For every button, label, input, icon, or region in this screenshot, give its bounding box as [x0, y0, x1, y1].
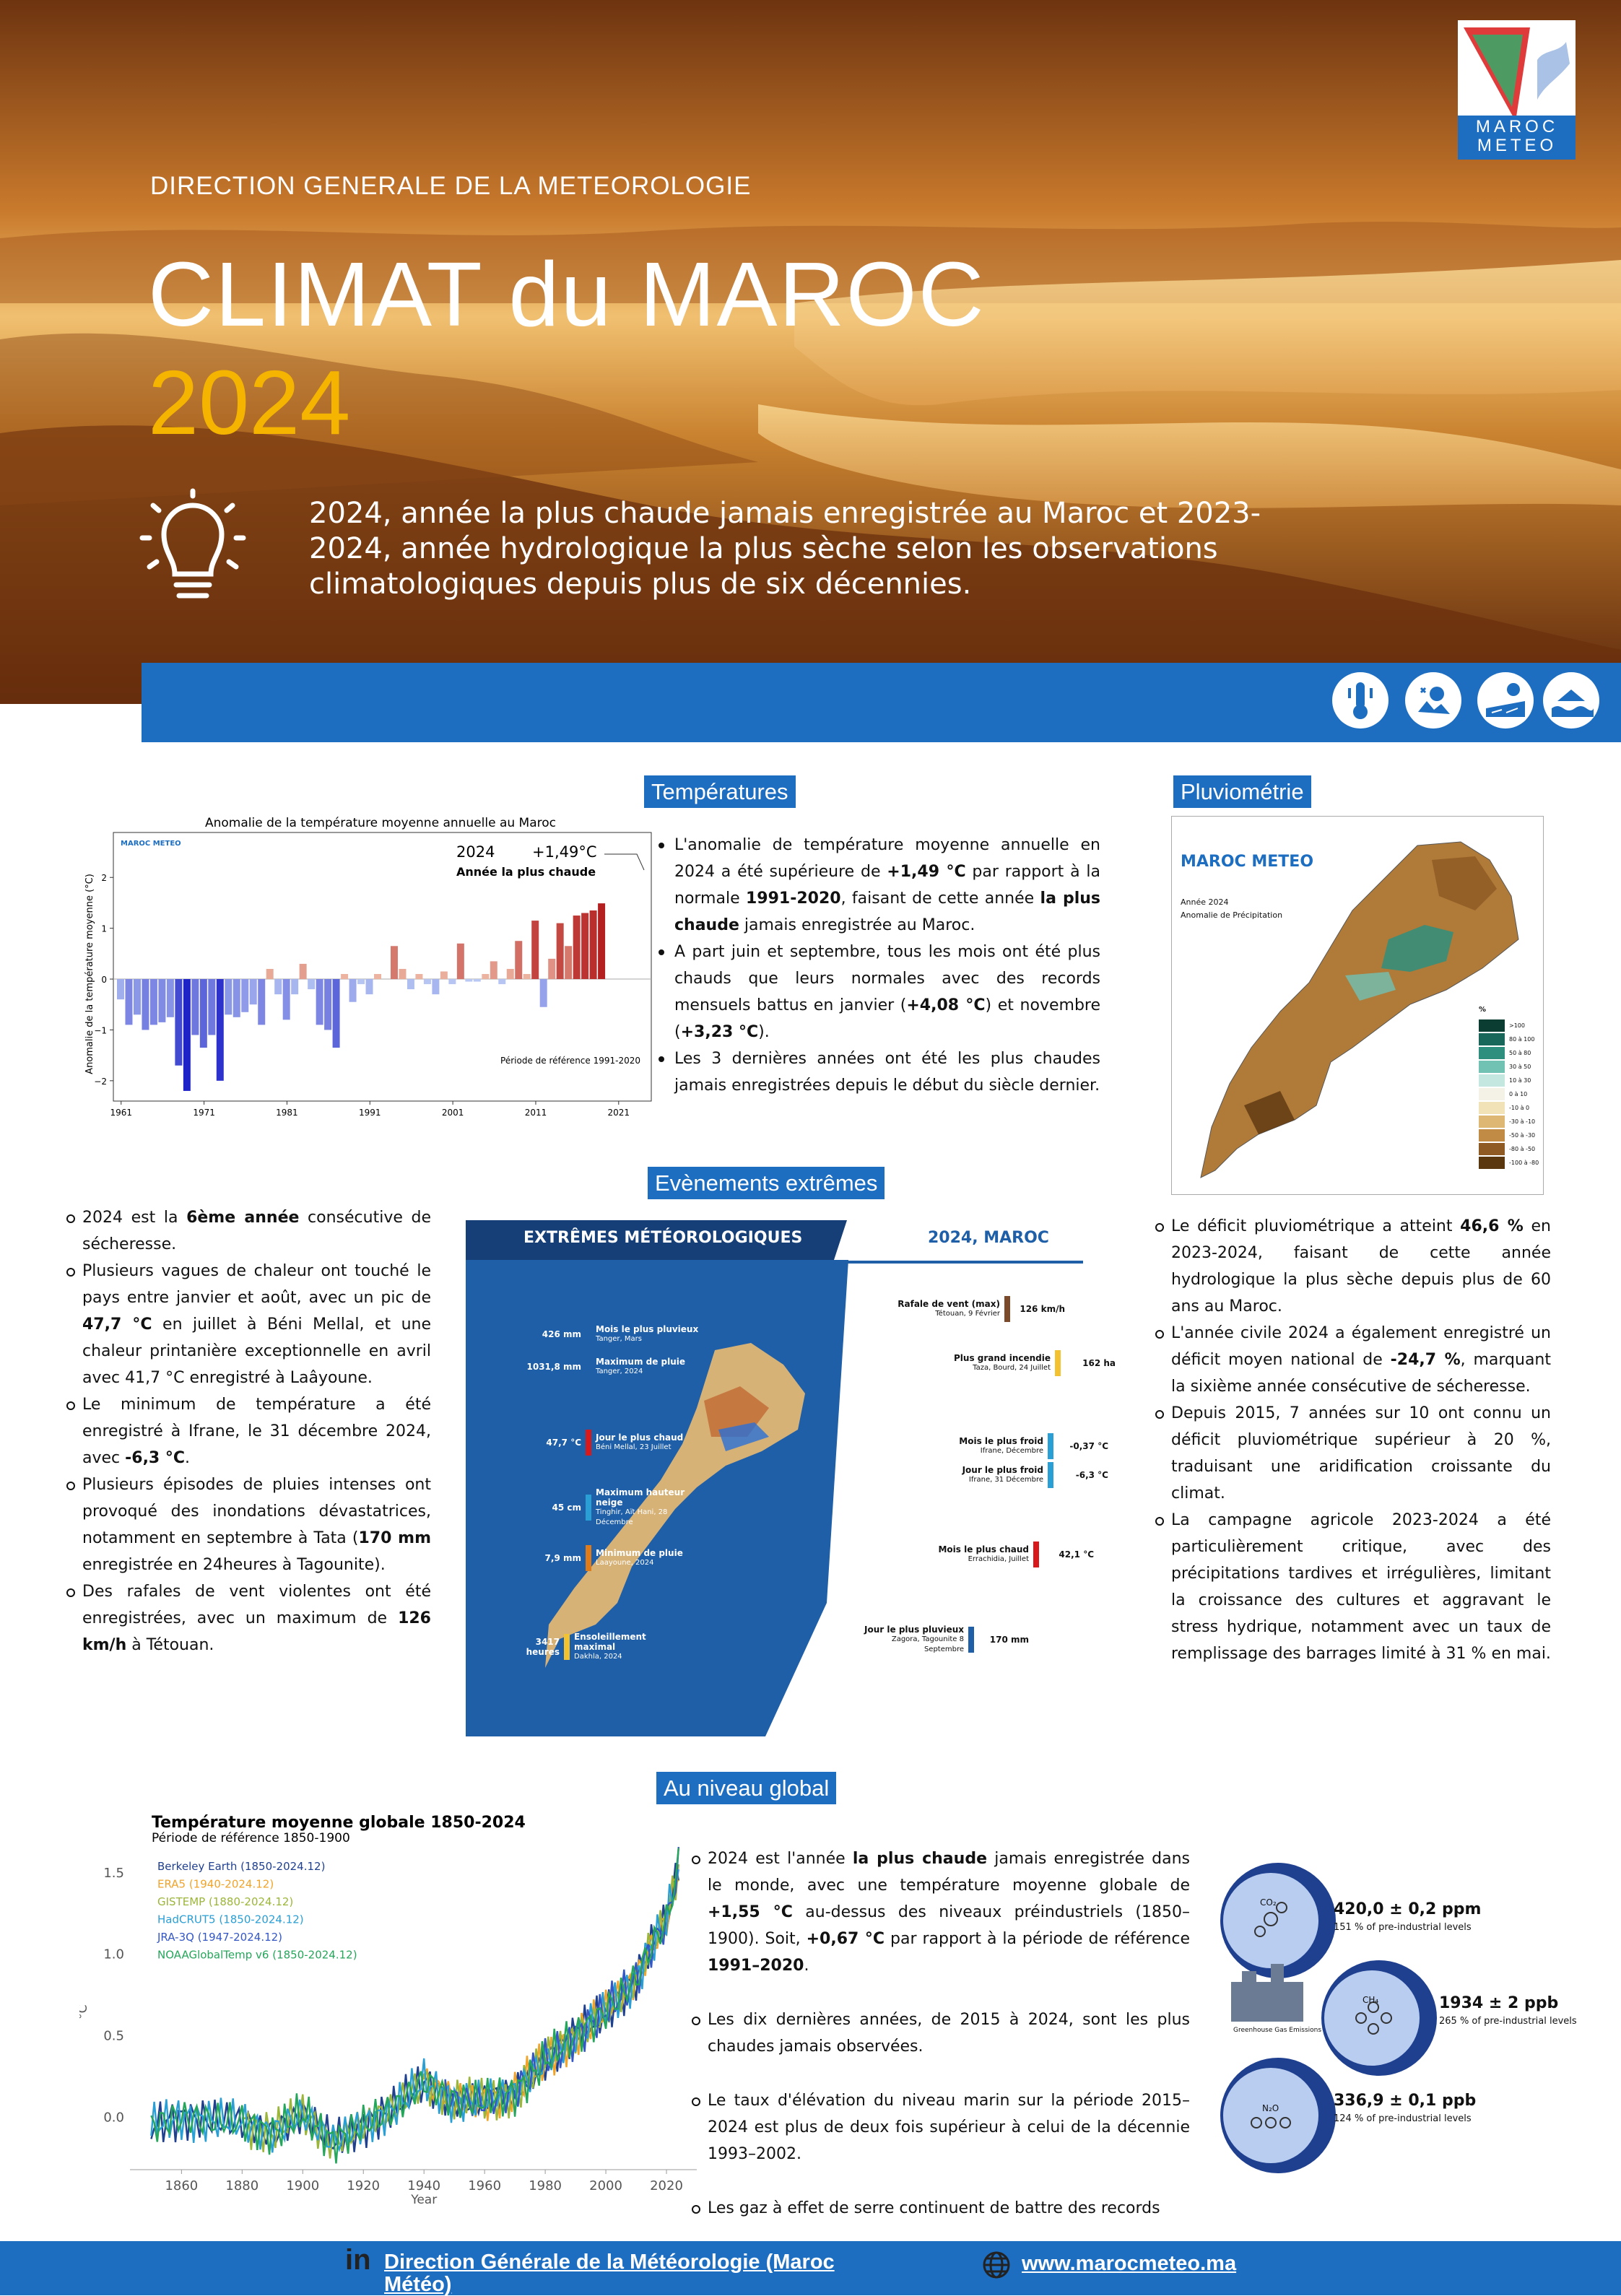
- global-bullet: Les dix dernières années, de 2015 à 2024, sont les plus chaudes jamais observées.: [692, 2006, 1190, 2060]
- globe-icon[interactable]: [982, 2251, 1011, 2279]
- extreme-sub: Taza, Bourd, 24 Juillet: [973, 1364, 1051, 1372]
- temperatures-text: [659, 832, 1100, 1099]
- pluviometrie-bullet: Depuis 2015, 7 années sur 10 ont connu un déficit pluviométrique supérieur à 20 %, traduisant une aridification croissante du climat.: [1155, 1400, 1551, 1507]
- y-tick-label: 0: [101, 975, 107, 986]
- anomaly-bar: [374, 974, 381, 979]
- anomaly-bar: [573, 916, 581, 979]
- anomaly-bar: [217, 979, 224, 1081]
- badge-note: Année la plus chaude: [456, 865, 596, 879]
- section-title-global: Au niveau global: [656, 1772, 836, 1804]
- anomaly-bar: [308, 979, 315, 989]
- maroc-meteo-logo[interactable]: [1458, 20, 1576, 160]
- legend-entry: HadCRUT5 (1850-2024.12): [157, 1913, 304, 1926]
- extreme-sub: Laayoune, 2024: [596, 1559, 654, 1567]
- anomaly-bar: [291, 979, 298, 994]
- legend-swatch: [1479, 1102, 1505, 1114]
- logo-line-1: MAROC: [1475, 117, 1559, 136]
- y-tick-label: −1: [94, 1025, 107, 1036]
- extreme-callout: [523, 1545, 704, 1571]
- x-tick-label: 1961: [110, 1108, 133, 1116]
- extreme-value: 42,1 °C: [1059, 1549, 1094, 1560]
- website-link[interactable]: www.marocmeteo.ma: [1022, 2252, 1237, 2275]
- legend-label: 80 à 100: [1509, 1036, 1535, 1043]
- ghg-co2-value: 420,0 ± 0,2 ppm: [1334, 1900, 1482, 1918]
- map-subtitle-1: Année 2024: [1181, 897, 1229, 907]
- pluviometrie-text: [1155, 1213, 1551, 1667]
- series-line: [446, 1847, 679, 2118]
- extreme-bullet: Le minimum de température a été enregistré à Ifrane, le 31 décembre 2024, avec -6,3 °C.: [66, 1391, 431, 1471]
- x-tick-label: 1960: [468, 2178, 502, 2193]
- y-tick-label: 1: [101, 923, 107, 934]
- extreme-sub: Béni Mellal, 23 Juillet: [596, 1443, 672, 1451]
- organization-name: DIRECTION GENERALE DE LA METEOROLOGIE: [150, 172, 752, 200]
- extreme-sub: Tanger, Mars: [596, 1335, 642, 1343]
- extremes-infographic: [466, 1220, 1116, 1736]
- legend-label: 30 à 50: [1509, 1064, 1531, 1070]
- extreme-color-bar: [586, 1430, 591, 1456]
- legend-item: [1479, 1019, 1539, 1032]
- global-bullet: Le taux d'élévation du niveau marin sur la période 2015–2024 est plus de deux fois supérieur à celui de la décennie 1993–2002.: [692, 2087, 1190, 2167]
- anomaly-bar: [581, 913, 588, 980]
- extreme-label: Jour le plus froid: [962, 1465, 1043, 1475]
- y-tick-label: 0.0: [103, 2110, 124, 2126]
- chart-brand: MAROC METEO: [121, 840, 181, 848]
- x-tick-label: 1991: [359, 1108, 381, 1116]
- headline-text: 2024, année la plus chaude jamais enregistrée au Maroc et 2023-2024, année hydrologique la plus sèche selon les observations climatologiques depuis plus de six décennies.: [309, 497, 1261, 601]
- anomaly-bar: [200, 979, 207, 1048]
- extreme-label: Maximum hauteur neige: [596, 1487, 685, 1508]
- extreme-callout: [523, 1487, 704, 1528]
- anomaly-bar: [258, 979, 265, 1025]
- page-year: 2024: [148, 352, 351, 453]
- anomaly-bar: [415, 974, 422, 979]
- section-title-pluviometrie: Pluviométrie: [1173, 775, 1311, 808]
- extreme-sub: Dakhla, 2024: [574, 1653, 622, 1661]
- extreme-callout: [502, 1632, 682, 1662]
- anomaly-bar: [167, 979, 174, 1017]
- extreme-label: Jour le plus pluvieux: [864, 1625, 964, 1635]
- legend-label: 10 à 30: [1509, 1077, 1531, 1084]
- anomaly-bar: [474, 979, 481, 982]
- legend-label: -30 à -10: [1509, 1118, 1536, 1125]
- anomaly-bar: [557, 923, 564, 979]
- anomaly-bar: [498, 979, 505, 984]
- x-tick-label: 1880: [225, 2178, 259, 2193]
- global-chart-subtitle: Période de référence 1850-1900: [152, 1831, 350, 1845]
- extreme-bullet: 2024 est la 6ème année consécutive de sécheresse.: [66, 1204, 431, 1258]
- ghg-co2-note: 151 % of pre-industrial levels: [1334, 1922, 1472, 1933]
- highlight-year-label: [81, 812, 103, 814]
- ghg-ch4-formula: CH₄: [1363, 1995, 1379, 2005]
- anomaly-bar: [341, 974, 348, 979]
- extreme-value: 170 mm: [989, 1635, 1029, 1645]
- ghg-co2-formula: CO₂: [1260, 1897, 1277, 1908]
- global-chart-title: Température moyenne globale 1850-2024: [152, 1814, 526, 1832]
- anomaly-bar: [158, 979, 165, 1022]
- extreme-callout: [921, 1541, 1094, 1567]
- x-tick-label: 1920: [347, 2178, 381, 2193]
- pluviometrie-bullet: L'année civile 2024 a également enregistré un déficit moyen national de -24,7 %, marquant la sixième année consécutive de sécheresse.: [1155, 1320, 1551, 1400]
- extreme-value: 45 cm: [552, 1503, 581, 1513]
- extreme-label: Jour le plus chaud: [596, 1432, 684, 1443]
- anomaly-bar: [117, 979, 124, 999]
- badge-value: +1,49°C: [532, 843, 597, 861]
- legend-item: [1479, 1060, 1539, 1074]
- anomaly-bar: [440, 971, 448, 979]
- legend-swatch: [1479, 1157, 1505, 1169]
- legend-entry: NOAAGlobalTemp v6 (1850-2024.12): [157, 1948, 357, 1962]
- x-tick-label: 1980: [529, 2178, 562, 2193]
- legend-item: [1479, 1074, 1539, 1087]
- extreme-callout: [523, 1321, 704, 1347]
- anomaly-bar: [465, 979, 472, 982]
- extremes-text: [66, 1204, 431, 1658]
- legend-swatch: [1479, 1061, 1505, 1073]
- extreme-value: -6,3 °C: [1075, 1470, 1108, 1480]
- anomaly-bar: [565, 946, 572, 979]
- anomaly-bar: [448, 979, 456, 984]
- anomaly-bar: [424, 979, 431, 984]
- y-axis-label: Anomalie de la température moyenne (°C): [84, 874, 95, 1074]
- linkedin-link[interactable]: Direction Générale de la Météorologie (Maroc Météo): [384, 2251, 835, 2296]
- extreme-label: Mois le plus pluvieux: [596, 1324, 699, 1334]
- anomaly-bar: [283, 979, 290, 1019]
- map-subtitle-2: Anomalie de Précipitation: [1181, 910, 1283, 920]
- extreme-sub: Ifrane, Décembre: [980, 1447, 1043, 1455]
- extreme-label: Ensoleillement maximal: [574, 1632, 646, 1652]
- anomaly-bar: [150, 979, 157, 1025]
- flood-icon[interactable]: [1543, 672, 1599, 729]
- legend-item: [1479, 1087, 1539, 1101]
- legend-title: %: [1479, 1006, 1487, 1014]
- anomaly-bar: [183, 979, 191, 1091]
- anomaly-bar: [457, 944, 464, 979]
- legend-label: 50 à 80: [1509, 1050, 1531, 1056]
- section-title-temperatures: Températures: [644, 775, 796, 808]
- anomaly-bar: [540, 979, 547, 1007]
- page-title: CLIMAT du MAROC: [148, 243, 986, 345]
- extreme-color-bar: [1048, 1433, 1053, 1459]
- anomaly-bar: [333, 979, 340, 1048]
- anomaly-bar: [590, 910, 597, 979]
- anomaly-bar: [142, 979, 149, 1030]
- extreme-label: Mois le plus chaud: [938, 1544, 1029, 1554]
- extreme-value: 7,9 mm: [544, 1553, 581, 1563]
- legend-swatch: [1479, 1074, 1505, 1087]
- anomaly-bar: [548, 959, 555, 979]
- extreme-color-bar: [586, 1321, 591, 1347]
- legend-item: [1479, 1115, 1539, 1129]
- extreme-value: 162 ha: [1082, 1358, 1116, 1368]
- reference-period-note: Période de référence 1991-2020: [500, 1056, 640, 1066]
- extreme-color-bar: [586, 1495, 591, 1521]
- x-tick-label: 1981: [276, 1108, 298, 1116]
- extreme-value: 126 km/h: [1020, 1304, 1065, 1314]
- greenhouse-gas-panel: [1213, 1856, 1589, 2195]
- legend-entry: JRA-3Q (1947-2024.12): [157, 1931, 283, 1944]
- extreme-sub: Tanger, 2024: [596, 1367, 643, 1375]
- infographic-left-title: EXTRÊMES MÉTÉOROLOGIQUES: [523, 1229, 803, 1247]
- legend-item: [1479, 1142, 1539, 1156]
- hero-banner: [0, 0, 1621, 704]
- lightbulb-icon: [139, 487, 247, 614]
- extreme-callout: [942, 1350, 1116, 1376]
- legend-item: [1479, 1046, 1539, 1060]
- legend-swatch: [1479, 1019, 1505, 1032]
- x-tick-label: 2011: [524, 1108, 547, 1116]
- anomaly-bar: [250, 979, 257, 1004]
- temperature-bullet: Les 3 dernières années ont été les plus chaudes jamais enregistrées depuis le début du siècle dernier.: [659, 1045, 1100, 1099]
- legend-swatch: [1479, 1033, 1505, 1045]
- x-tick-label: 2021: [607, 1108, 630, 1116]
- anomaly-bar: [208, 979, 215, 1035]
- anomaly-bar: [134, 979, 141, 1014]
- anomaly-bar: [523, 974, 531, 979]
- legend-label: >100: [1509, 1022, 1525, 1029]
- anomaly-bar: [490, 961, 497, 979]
- anomaly-bar: [191, 979, 199, 1035]
- anomaly-bar: [274, 979, 282, 994]
- extreme-callout: [935, 1462, 1108, 1488]
- series-line: [424, 1879, 679, 2121]
- anomaly-bar: [266, 969, 274, 979]
- legend-swatch: [1479, 1047, 1505, 1059]
- infographic-right-title: 2024, MAROC: [928, 1229, 1049, 1247]
- pluviometrie-bullet: Le déficit pluviométrique a atteint 46,6 % en 2023-2024, faisant de cette année hydrologique la plus sèche depuis plus de 60 ans au Maroc.: [1155, 1213, 1551, 1320]
- extreme-label: Plus grand incendie: [954, 1353, 1051, 1363]
- anomaly-bar: [300, 964, 307, 979]
- logo-line-2: METEO: [1477, 136, 1557, 155]
- extreme-value: 426 mm: [542, 1329, 581, 1339]
- extreme-callout: [935, 1433, 1108, 1459]
- extreme-callout: [523, 1430, 704, 1456]
- extreme-sub: Errachidia, Juillet: [968, 1555, 1029, 1563]
- extreme-color-bar: [1004, 1296, 1010, 1322]
- extreme-sub: Ifrane, 31 Décembre: [968, 1476, 1043, 1484]
- x-tick-label: 1860: [165, 2178, 199, 2193]
- ghg-n2o-formula: N₂O: [1262, 2103, 1279, 2113]
- badge-pointer: [604, 854, 644, 870]
- ghg-ch4-note: 265 % of pre-industrial levels: [1439, 2016, 1577, 2027]
- extreme-color-bar: [1048, 1462, 1053, 1488]
- extreme-bullet: Des rafales de vent violentes ont été enregistrées, avec un maximum de 126 km/h à Tétouan.: [66, 1578, 431, 1658]
- anomaly-bar: [349, 979, 357, 1002]
- legend-item: [1479, 1101, 1539, 1115]
- y-axis-label: °C: [79, 2004, 90, 2019]
- snow-sun-icon[interactable]: [1405, 672, 1461, 729]
- extreme-label: Minimum de pluie: [596, 1548, 683, 1558]
- legend-item: [1479, 1129, 1539, 1142]
- anomaly-bar: [399, 969, 406, 979]
- anomaly-bar: [324, 979, 331, 1030]
- chart-title: Anomalie de la température moyenne annuelle au Maroc: [205, 816, 556, 830]
- y-tick-label: 0.5: [103, 2028, 124, 2044]
- y-tick-label: 1.5: [103, 1865, 124, 1881]
- x-tick-label: 2020: [650, 2178, 683, 2193]
- extreme-value: 3417 heures: [526, 1637, 560, 1657]
- legend-label: -10 à 0: [1509, 1105, 1530, 1111]
- extreme-color-bar: [968, 1627, 974, 1653]
- extreme-label: Rafale de vent (max): [898, 1299, 1000, 1309]
- legend-item: [1479, 1156, 1539, 1170]
- legend-label: 0 à 10: [1509, 1091, 1528, 1097]
- extreme-bullet: Plusieurs vagues de chaleur ont touché le pays entre janvier et août, avec un pic de 47,7 °C en juillet à Béni Mellal, et une chaleur printanière exceptionnelle en avril avec 41,7 °C enregistré à Laâyoune.: [66, 1258, 431, 1391]
- anomaly-bar: [233, 979, 240, 1017]
- y-tick-label: 1.0: [103, 1947, 124, 1962]
- temperature-bullet: A part juin et septembre, tous les mois ont été plus chauds que leurs normales avec des records mensuels battus en janvier (+4,08 °C) et novembre (+3,23 °C).: [659, 939, 1100, 1045]
- x-tick-label: 1940: [407, 2178, 441, 2193]
- legend-swatch: [1479, 1116, 1505, 1128]
- extreme-callout: [892, 1296, 1065, 1322]
- extreme-color-bar: [564, 1634, 570, 1660]
- extreme-value: 1031,8 mm: [526, 1362, 581, 1372]
- anomaly-bar: [507, 969, 514, 979]
- extreme-callout: [523, 1354, 704, 1380]
- global-bullet: 2024 est l'année la plus chaude jamais enregistrée dans le monde, avec une température moyenne globale de +1,55 °C au-dessus des niveaux préindustriels (1850–1900). Soit, +0,67 °C par rapport à la période de référence 1991–2020.: [692, 1845, 1190, 1979]
- anomaly-bar: [225, 979, 232, 1014]
- extreme-value: 47,7 °C: [546, 1438, 581, 1448]
- anomaly-bar: [175, 979, 182, 1066]
- extreme-color-bar: [586, 1354, 591, 1380]
- global-temperature-chart: [79, 1809, 700, 2213]
- extreme-label: Maximum de pluie: [596, 1357, 686, 1367]
- x-tick-label: 2001: [441, 1108, 464, 1116]
- anomaly-bar: [357, 979, 365, 984]
- anomaly-bar: [407, 979, 414, 989]
- thermometer-icon[interactable]: [1332, 672, 1389, 729]
- map-legend: [1479, 1019, 1539, 1170]
- legend-label: -80 à -50: [1509, 1146, 1536, 1152]
- extreme-value: -0,37 °C: [1069, 1441, 1108, 1451]
- temperature-bullet: L'anomalie de température moyenne annuelle en 2024 a été supérieure de +1,49 °C par rapport à la normale 1991-2020, faisant de cette année la plus chaude jamais enregistrée au Maroc.: [659, 832, 1100, 939]
- extreme-color-bar: [1055, 1350, 1061, 1376]
- global-text: [692, 1845, 1190, 2249]
- legend-entry: GISTEMP (1880-2024.12): [157, 1895, 294, 1908]
- legend-swatch: [1479, 1129, 1505, 1142]
- legend-swatch: [1479, 1088, 1505, 1100]
- anomaly-bar: [391, 946, 398, 979]
- extreme-sub: Tinghir, Aït Hani, 28 Décembre: [596, 1508, 668, 1526]
- legend-entry: ERA5 (1940-2024.12): [157, 1877, 274, 1891]
- pluviometrie-bullet: La campagne agricole 2023-2024 a été particulièrement critique, avec des précipitations tardives et irrégulières, limitant la croissance des cultures et aggravant le stress hydrique, notamment avec un taux de remplissage des barrages limité à 31 % en mai.: [1155, 1507, 1551, 1667]
- anomaly-bar: [531, 921, 539, 979]
- anomaly-bar: [316, 979, 323, 1025]
- extreme-color-bar: [586, 1545, 591, 1571]
- section-title-extremes: Evènements extrêmes: [648, 1167, 885, 1199]
- ghg-n2o-note: 124 % of pre-industrial levels: [1334, 2113, 1472, 2124]
- extreme-bullet: Plusieurs épisodes de pluies intenses ont provoqué des inondations dévastatrices, notamment en septembre à Tata (170 mm enregistrée en 24heures à Tagounite).: [66, 1471, 431, 1578]
- ghg-ch4-value: 1934 ± 2 ppb: [1439, 1994, 1559, 2012]
- legend-item: [1479, 1032, 1539, 1046]
- x-tick-label: 2000: [589, 2178, 622, 2193]
- anomaly-bar: [366, 979, 373, 994]
- anomaly-bar: [598, 903, 605, 979]
- precipitation-anomaly-map: [1171, 816, 1544, 1195]
- extreme-callout: [856, 1625, 1029, 1655]
- y-tick-label: 2: [101, 873, 107, 884]
- badge-year: 2024: [456, 843, 495, 861]
- linkedin-icon[interactable]: in: [345, 2244, 371, 2276]
- legend-entry: Berkeley Earth (1850-2024.12): [157, 1860, 326, 1873]
- x-tick-label: 1971: [193, 1108, 215, 1116]
- anomaly-bar: [125, 979, 132, 1025]
- anomaly-bar: [482, 974, 489, 979]
- anomaly-bar: [241, 979, 248, 1012]
- anomaly-bar: [515, 941, 522, 979]
- extreme-color-bar: [1033, 1541, 1039, 1567]
- ghg-caption: Greenhouse Gas Emissions: [1233, 2027, 1322, 2034]
- x-axis-label: Year: [411, 2193, 438, 2207]
- extreme-label: Mois le plus froid: [959, 1436, 1043, 1446]
- legend-label: -50 à -30: [1509, 1132, 1536, 1139]
- extreme-sub: Zagora, Tagounite 8 Septembre: [891, 1635, 964, 1653]
- category-icon-bar: [142, 663, 1621, 742]
- extreme-sub: Tétouan, 9 Février: [935, 1310, 1000, 1318]
- legend-swatch: [1479, 1143, 1505, 1155]
- y-tick-label: −2: [94, 1076, 107, 1087]
- x-tick-label: 1900: [286, 2178, 320, 2193]
- global-bullet: Les gaz à effet de serre continuent de battre des records: [692, 2195, 1190, 2222]
- drought-icon[interactable]: [1477, 672, 1534, 729]
- map-brand: MAROC METEO: [1181, 853, 1314, 871]
- anomaly-bar: [432, 979, 439, 994]
- legend-label: -100 à -80: [1509, 1160, 1539, 1166]
- temperature-anomaly-chart: [81, 812, 659, 1116]
- ghg-n2o-value: 336,9 ± 0,1 ppb: [1334, 2092, 1477, 2110]
